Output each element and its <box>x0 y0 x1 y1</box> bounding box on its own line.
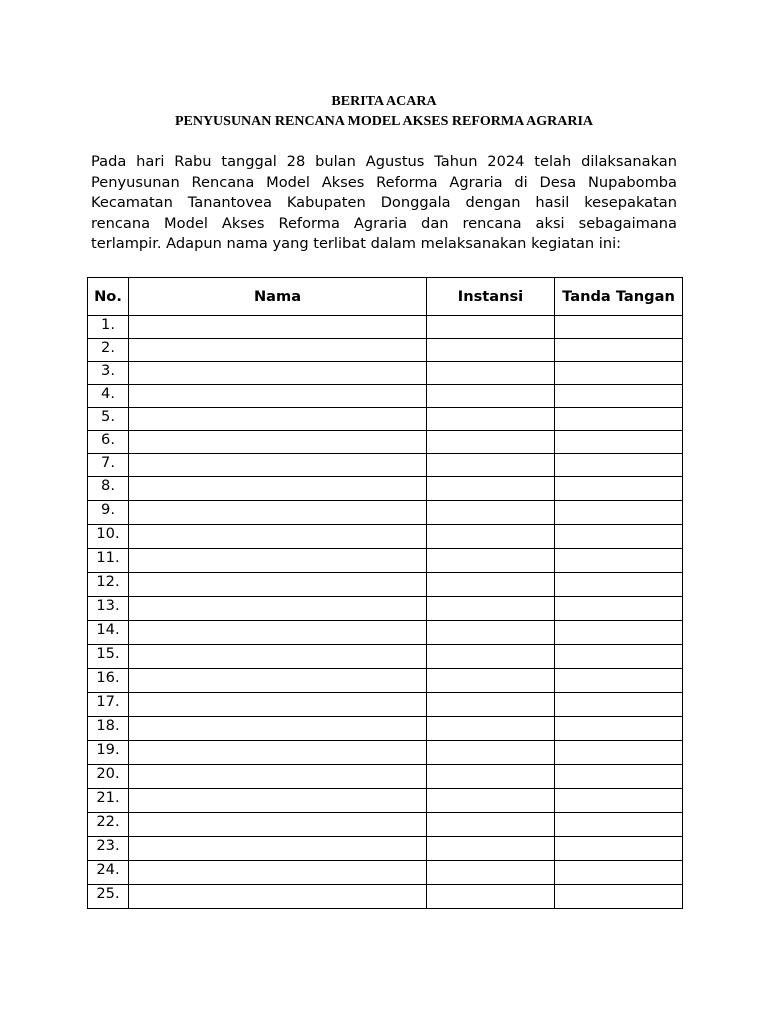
table-row <box>88 741 683 765</box>
institution-cell <box>427 693 555 717</box>
institution-cell <box>427 789 555 813</box>
signature-cell <box>555 861 683 885</box>
row-number: 4. <box>88 385 129 408</box>
table-row <box>88 385 683 408</box>
institution-cell <box>427 573 555 597</box>
institution-cell <box>427 385 555 408</box>
institution-cell <box>427 717 555 741</box>
name-cell <box>129 597 427 621</box>
name-cell <box>129 477 427 501</box>
institution-cell <box>427 549 555 573</box>
row-number: 16. <box>88 669 129 693</box>
signature-cell <box>555 316 683 339</box>
table-row <box>88 789 683 813</box>
table-row <box>88 316 683 339</box>
name-cell <box>129 549 427 573</box>
name-cell <box>129 813 427 837</box>
signature-cell <box>555 885 683 909</box>
institution-cell <box>427 525 555 549</box>
institution-cell <box>427 454 555 477</box>
row-number: 24. <box>88 861 129 885</box>
table-row <box>88 837 683 861</box>
name-cell <box>129 525 427 549</box>
table-row <box>88 621 683 645</box>
header-nama: Nama <box>129 278 427 316</box>
signature-cell <box>555 477 683 501</box>
name-cell <box>129 408 427 431</box>
signature-cell <box>555 621 683 645</box>
name-cell <box>129 385 427 408</box>
table-row <box>88 549 683 573</box>
row-number: 9. <box>88 501 129 525</box>
table-row <box>88 362 683 385</box>
signature-cell <box>555 837 683 861</box>
name-cell <box>129 645 427 669</box>
signature-cell <box>555 501 683 525</box>
document-title: BERITA ACARA <box>331 94 437 109</box>
signature-cell <box>555 813 683 837</box>
institution-cell <box>427 669 555 693</box>
signature-cell <box>555 645 683 669</box>
institution-cell <box>427 765 555 789</box>
table-row <box>88 454 683 477</box>
signature-cell <box>555 431 683 454</box>
table-row <box>88 431 683 454</box>
institution-cell <box>427 316 555 339</box>
name-cell <box>129 501 427 525</box>
signature-cell <box>555 741 683 765</box>
institution-cell <box>427 837 555 861</box>
signature-cell <box>555 669 683 693</box>
header-no: No. <box>88 278 129 316</box>
row-number: 23. <box>88 837 129 861</box>
row-number: 13. <box>88 597 129 621</box>
table-row <box>88 501 683 525</box>
table-row <box>88 597 683 621</box>
row-number: 3. <box>88 362 129 385</box>
name-cell <box>129 339 427 362</box>
table-row <box>88 765 683 789</box>
row-number: 11. <box>88 549 129 573</box>
row-number: 19. <box>88 741 129 765</box>
row-number: 21. <box>88 789 129 813</box>
institution-cell <box>427 339 555 362</box>
institution-cell <box>427 597 555 621</box>
row-number: 2. <box>88 339 129 362</box>
institution-cell <box>427 477 555 501</box>
table-row <box>88 477 683 501</box>
signature-cell <box>555 573 683 597</box>
row-number: 22. <box>88 813 129 837</box>
name-cell <box>129 741 427 765</box>
signature-cell <box>555 454 683 477</box>
signature-cell <box>555 765 683 789</box>
name-cell <box>129 837 427 861</box>
row-number: 12. <box>88 573 129 597</box>
signature-cell <box>555 525 683 549</box>
name-cell <box>129 789 427 813</box>
row-number: 7. <box>88 454 129 477</box>
signature-cell <box>555 385 683 408</box>
table-row <box>88 669 683 693</box>
name-cell <box>129 885 427 909</box>
institution-cell <box>427 741 555 765</box>
table-row <box>88 408 683 431</box>
row-number: 20. <box>88 765 129 789</box>
table-header-row <box>88 278 683 316</box>
name-cell <box>129 693 427 717</box>
signature-cell <box>555 717 683 741</box>
document-subtitle: PENYUSUNAN RENCANA MODEL AKSES REFORMA AGRARIA <box>174 114 594 129</box>
name-cell <box>129 717 427 741</box>
attendance-table <box>87 277 683 909</box>
row-number: 14. <box>88 621 129 645</box>
name-cell <box>129 621 427 645</box>
signature-cell <box>555 693 683 717</box>
name-cell <box>129 765 427 789</box>
signature-cell <box>555 408 683 431</box>
table-row <box>88 645 683 669</box>
name-cell <box>129 573 427 597</box>
row-number: 8. <box>88 477 129 501</box>
signature-cell <box>555 549 683 573</box>
signature-cell <box>555 339 683 362</box>
signature-cell <box>555 362 683 385</box>
table-row <box>88 717 683 741</box>
signature-cell <box>555 597 683 621</box>
row-number: 18. <box>88 717 129 741</box>
table-row <box>88 573 683 597</box>
institution-cell <box>427 431 555 454</box>
name-cell <box>129 431 427 454</box>
row-number: 10. <box>88 525 129 549</box>
table-row <box>88 885 683 909</box>
row-number: 6. <box>88 431 129 454</box>
institution-cell <box>427 621 555 645</box>
row-number: 25. <box>88 885 129 909</box>
table-body <box>88 316 683 909</box>
institution-cell <box>427 501 555 525</box>
table-row <box>88 693 683 717</box>
header-tanda-tangan: Tanda Tangan <box>555 278 683 316</box>
row-number: 1. <box>88 316 129 339</box>
name-cell <box>129 669 427 693</box>
intro-paragraph: Pada hari Rabu tanggal 28 bulan Agustus Tahun 2024 telah dilaksanakan Penyusunan Rencana Model Akses Reforma Agraria di Desa Nupabomba Kecamatan Tanantovea Kabupaten Donggala dengan hasil kesepakatan rencana Model Akses Reforma Agraria dan rencana aksi sebagaimana terlampir. Adapun nama yang terlibat dalam melaksanakan kegiatan ini: <box>91 153 677 252</box>
institution-cell <box>427 885 555 909</box>
header-instansi: Instansi <box>427 278 555 316</box>
table-row <box>88 861 683 885</box>
name-cell <box>129 454 427 477</box>
institution-cell <box>427 362 555 385</box>
institution-cell <box>427 408 555 431</box>
institution-cell <box>427 813 555 837</box>
institution-cell <box>427 861 555 885</box>
table-row <box>88 525 683 549</box>
institution-cell <box>427 645 555 669</box>
name-cell <box>129 861 427 885</box>
name-cell <box>129 316 427 339</box>
row-number: 5. <box>88 408 129 431</box>
row-number: 15. <box>88 645 129 669</box>
table-row <box>88 813 683 837</box>
signature-cell <box>555 789 683 813</box>
table-row <box>88 339 683 362</box>
row-number: 17. <box>88 693 129 717</box>
name-cell <box>129 362 427 385</box>
